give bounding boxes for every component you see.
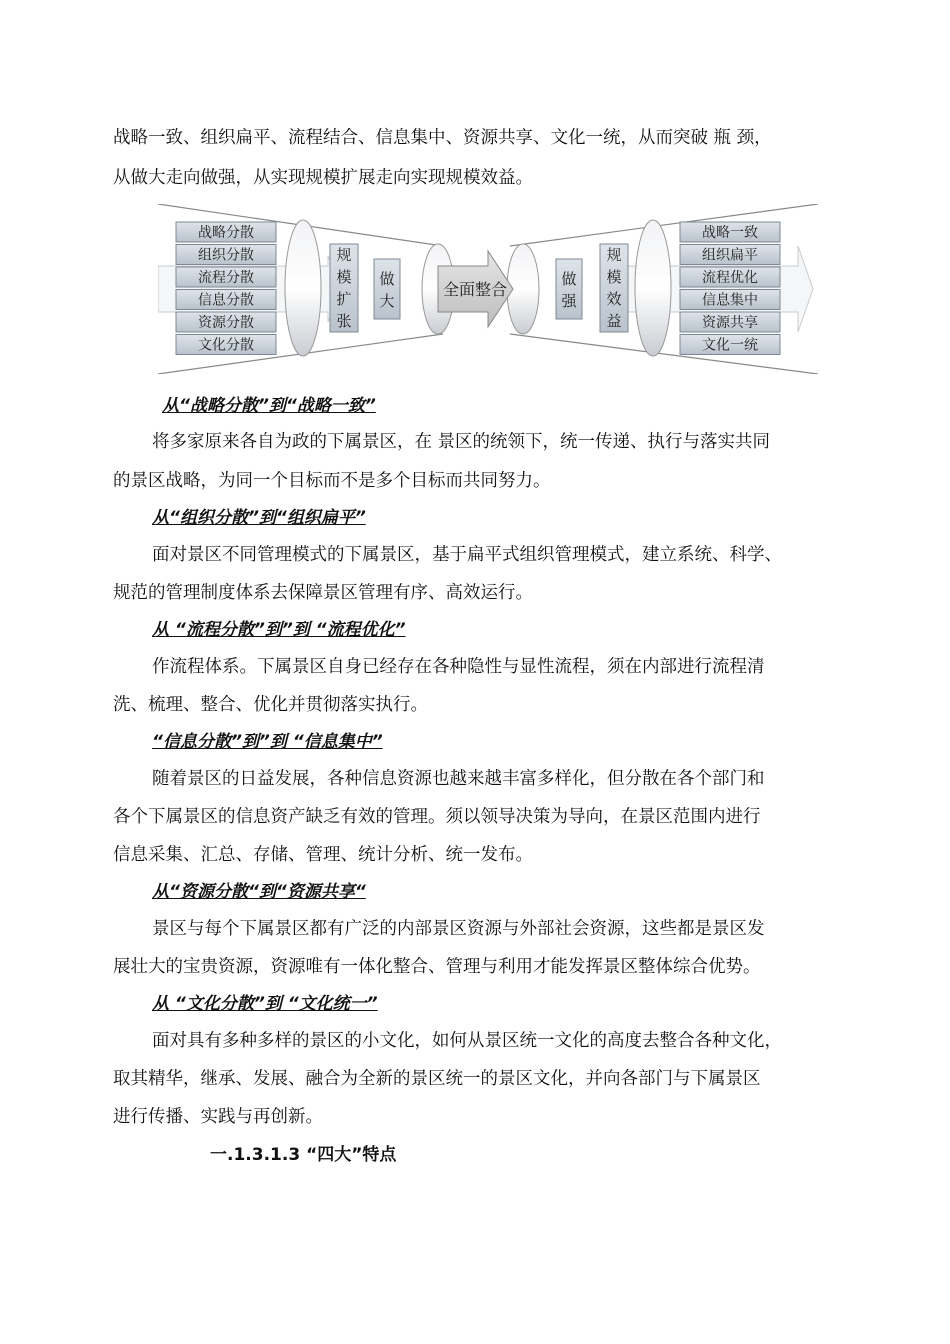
- left-stage-1-char: 模: [336, 268, 352, 286]
- paragraph-line: 随着景区的日益发展，各种信息资源也越来越丰富多样化，但分散在各个部门和: [152, 769, 765, 789]
- right-item-label: 战略一致: [702, 225, 758, 241]
- integration-funnel-diagram: [158, 204, 818, 374]
- paragraph-line: 各个下属景区的信息资产缺乏有效的管理。须以领导决策为导向，在景区范围内进行: [113, 807, 761, 827]
- paragraph-line: 展壮大的宝贵资源，资源唯有一体化整合、管理与利用才能发挥景区整体综合优势。: [113, 957, 761, 977]
- paragraph-line: 的景区战略，为同一个目标而不是多个目标而共同努力。: [113, 471, 551, 491]
- section-heading: 从“资源分散“到“资源共享“: [152, 882, 366, 902]
- right-cylinder-2: [635, 220, 671, 356]
- right-stage-1-char: 强: [561, 292, 577, 310]
- paragraph-line: 洗、梳理、整合、优化并贯彻落实执行。: [113, 695, 428, 715]
- paragraph-line: 面对景区不同管理模式的下属景区，基于扁平式组织管理模式，建立系统、科学、: [152, 545, 782, 565]
- right-stage-2-char: 益: [606, 312, 622, 330]
- right-stage-2-char: 效: [606, 290, 622, 308]
- right-item-label: 资源共享: [702, 315, 758, 331]
- right-item-label: 信息集中: [702, 292, 758, 309]
- intro-line-1: 战略一致、组织扁平、流程结合、信息集中、资源共享、文化一统，从而突破 瓶 颈，: [113, 128, 772, 148]
- right-item-label: 文化一统: [702, 337, 758, 354]
- center-label: 全面整合: [442, 280, 508, 299]
- section-heading: 从 “文化分散”到 “文化统一”: [152, 994, 378, 1014]
- section-heading: 从“组织分散”到“组织扁平”: [152, 508, 366, 528]
- paragraph-line: 面对具有多种多样的景区的小文化，如何从景区统一文化的高度去整合各种文化，: [152, 1031, 782, 1051]
- intro-line-2: 从做大走向做强，从实现规模扩展走向实现规模效益。: [113, 168, 533, 188]
- left-stage-2-char: 做: [379, 270, 395, 288]
- right-stage-2-char: 规: [606, 246, 622, 264]
- left-cylinder-1: [285, 220, 321, 356]
- left-stage-2-char: 大: [379, 292, 395, 310]
- left-item-label: 文化分散: [198, 337, 254, 354]
- paragraph-line: 信息采集、汇总、存储、管理、统计分析、统一发布。: [113, 845, 533, 865]
- left-item-label: 组织分散: [198, 247, 254, 264]
- paragraph-line: 作流程体系。下属景区自身已经存在各种隐性与显性流程，须在内部进行流程清: [152, 657, 765, 677]
- paragraph-line: 取其精华，继承、发展、融合为全新的景区统一的景区文化，并向各部门与下属景区: [113, 1069, 761, 1089]
- section-heading: 从“战略分散”到“战略一致”: [162, 396, 376, 416]
- section-heading: “信息分散”到”到 “信息集中”: [152, 732, 383, 752]
- right-item-label: 组织扁平: [702, 247, 758, 264]
- section-heading: 从 “流程分散”到”到 “流程优化”: [152, 620, 406, 640]
- left-stage-1-char: 张: [336, 312, 352, 330]
- paragraph-line: 进行传播、实践与再创新。: [113, 1107, 323, 1127]
- left-stage-1-char: 规: [336, 246, 352, 264]
- left-item-label: 信息分散: [198, 292, 254, 309]
- paragraph-line: 将多家原来各自为政的下属景区，在 景区的统领下，统一传递、执行与落实共同: [152, 432, 771, 452]
- left-item-label: 战略分散: [198, 225, 254, 241]
- left-item-label: 资源分散: [198, 315, 254, 331]
- right-stage-box-1: [556, 259, 582, 319]
- next-section-title: 一.1.3.1.3 “四大”特点: [210, 1145, 397, 1165]
- right-stage-2-char: 模: [606, 268, 622, 286]
- right-stage-1-char: 做: [561, 270, 577, 288]
- paragraph-line: 景区与每个下属景区都有广泛的内部景区资源与外部社会资源，这些都是景区发: [152, 919, 765, 939]
- right-item-label: 流程优化: [702, 270, 758, 286]
- left-item-label: 流程分散: [198, 270, 254, 286]
- paragraph-line: 规范的管理制度体系去保障景区管理有序、高效运行。: [113, 583, 533, 603]
- left-stage-1-char: 扩: [336, 290, 352, 308]
- left-stage-box-2: [374, 259, 400, 319]
